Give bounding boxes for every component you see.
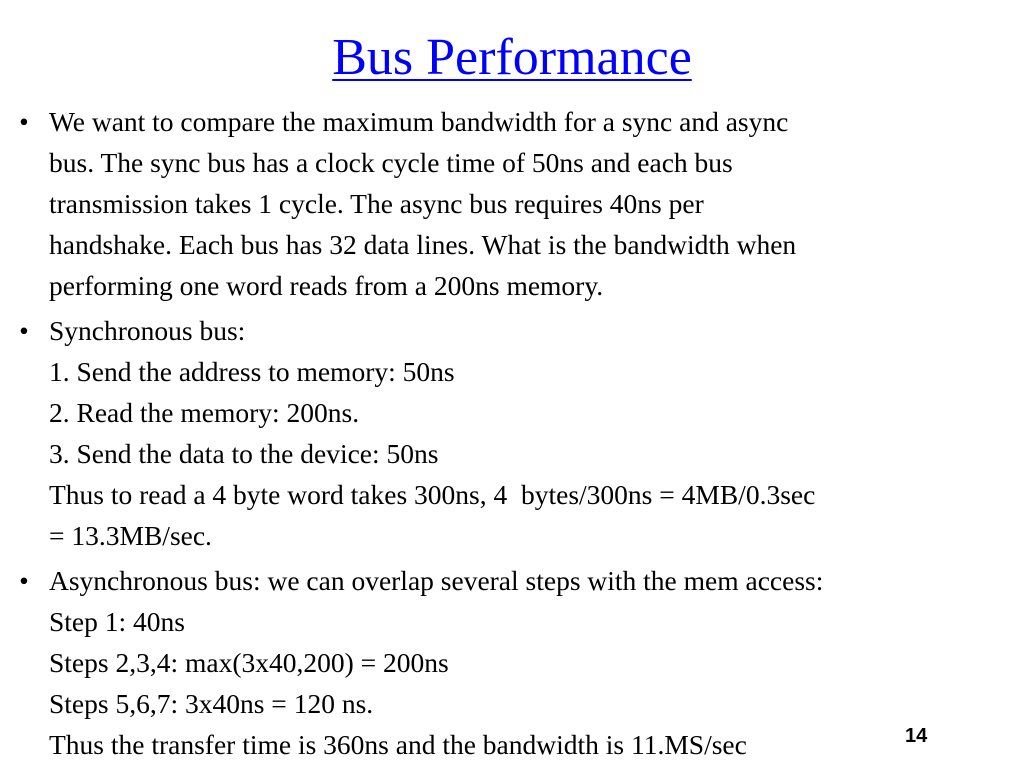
bullet-line: Thus the transfer time is 360ns and the bandwidth is 11.MS/sec xyxy=(49,729,747,760)
bullet-line: handshake. Each bus has 32 data lines. What is the bandwidth when xyxy=(49,229,797,260)
bullet-line: performing one word reads from a 200ns memory. xyxy=(49,270,604,301)
bullet-asynchronous-bus xyxy=(14,560,1020,765)
bullet-line: We want to compare the maximum bandwidth for a sync and async xyxy=(49,106,789,137)
bullet-synchronous-bus xyxy=(14,310,1020,556)
bullet-line: = 13.3MB/sec. xyxy=(49,520,212,551)
page-number: 14 xyxy=(905,725,928,747)
bullet-line: Thus to read a 4 byte word takes 300ns, 4 bytes/300ns = 4MB/0.3sec xyxy=(49,479,816,510)
bullet-line: Step 1: 40ns xyxy=(49,606,185,637)
bullet-line: 1. Send the address to memory: 50ns xyxy=(49,356,455,387)
bullet-line: 3. Send the data to the device: 50ns xyxy=(49,438,439,469)
bullet-mark: • xyxy=(19,106,29,137)
bullet-line: Steps 2,3,4: max(3x40,200) = 200ns xyxy=(49,647,449,678)
bullet-line: Asynchronous bus: we can overlap several steps with the mem access: xyxy=(49,565,824,596)
slide-title[interactable]: Bus Performance xyxy=(332,29,692,86)
bullet-line: Steps 5,6,7: 3x40ns = 120 ns. xyxy=(49,688,374,719)
bullet-line: bus. The sync bus has a clock cycle time of 50ns and each bus xyxy=(49,147,733,178)
bullet-line: Synchronous bus: xyxy=(49,315,246,346)
bullet-line: 2. Read the memory: 200ns. xyxy=(49,397,360,428)
bullet-mark: • xyxy=(19,565,29,596)
bullet-list xyxy=(14,101,1020,765)
bullet-problem-statement xyxy=(14,101,1020,306)
bullet-mark: • xyxy=(19,315,29,346)
bullet-line: transmission takes 1 cycle. The async bus requires 40ns per xyxy=(49,188,704,219)
